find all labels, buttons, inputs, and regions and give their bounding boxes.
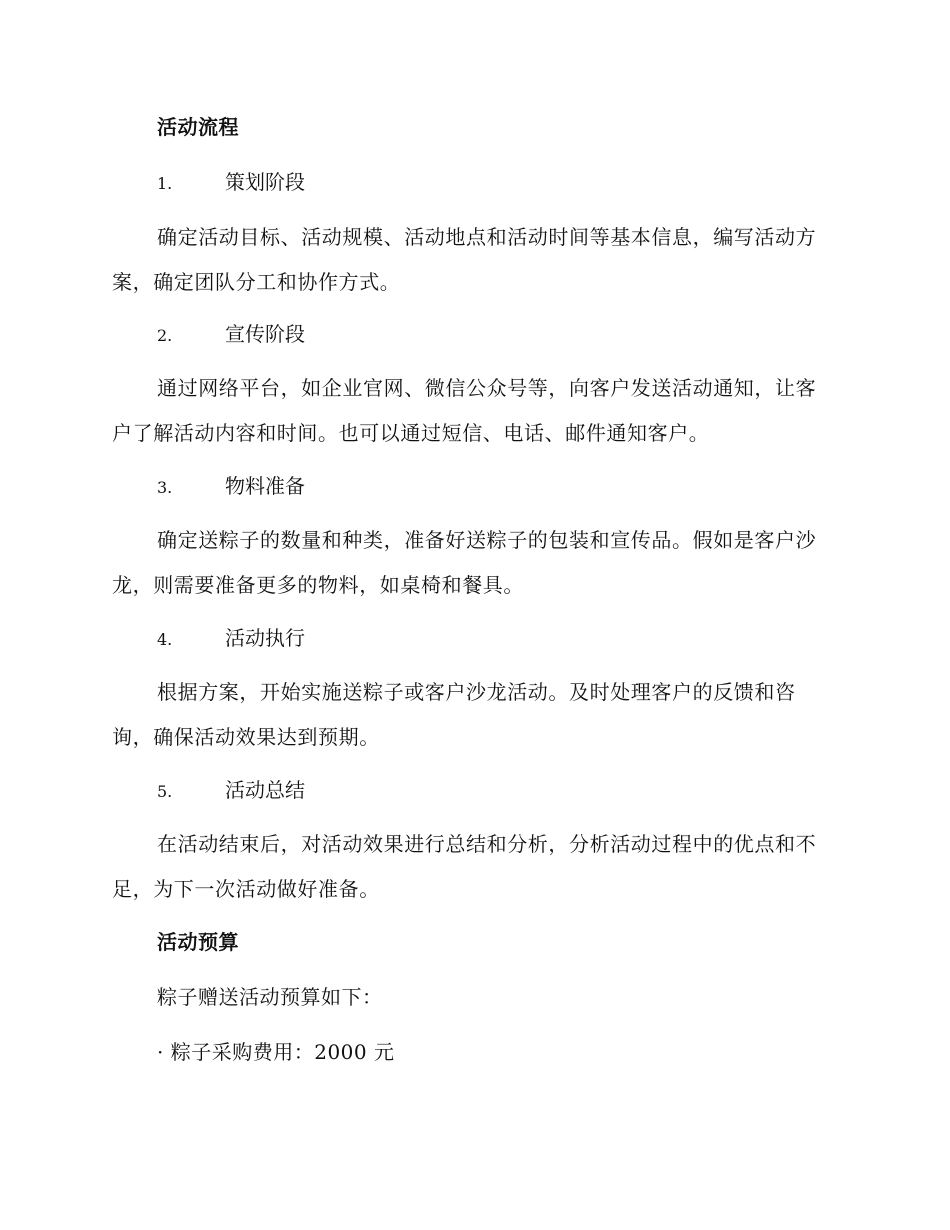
step-5-number: 5. [157,782,173,801]
step-2-title: 宣传阶段 [225,322,305,346]
budget-item: · 粽子采购费用：2000 元 [157,1040,395,1064]
step-1-heading [157,169,305,197]
step-1-description: 确定活动目标、活动规模、活动地点和活动时间等基本信息，编写活动方案，确定团队分工和协作方式。 [112,225,817,294]
step-5-description: 在活动结束后，对活动效果进行总结和分析，分析活动过程中的优点和不足，为下一次活动做好准备。 [112,832,817,901]
step-5-heading [157,777,305,805]
step-3-title: 物料准备 [225,474,305,498]
budget-intro: 粽子赠送活动预算如下： [157,985,383,1009]
step-4-description: 根据方案，开始实施送粽子或客户沙龙活动。及时处理客户的反馈和咨询，确保活动效果达到预期。 [112,680,796,749]
step-2-description: 通过网络平台，如企业官网、微信公众号等，向客户发送活动通知，让客户了解活动内容和时间。也可以通过短信、电话、邮件通知客户。 [112,376,817,445]
step-1-number: 1. [157,174,173,193]
step-3-description: 确定送粽子的数量和种类，准备好送粽子的包装和宣传品。假如是客户沙龙，则需要准备更多的物料，如桌椅和餐具。 [112,528,817,597]
step-3-heading [157,473,305,501]
step-1-title: 策划阶段 [225,170,305,194]
process-heading: 活动流程 [157,115,239,139]
step-2-heading [157,321,305,349]
step-4-heading [157,625,305,653]
step-4-title: 活动执行 [225,626,305,650]
step-3-number: 3. [157,478,173,497]
budget-heading: 活动预算 [157,930,239,954]
step-2-number: 2. [157,326,173,345]
step-4-number: 4. [157,630,173,649]
step-5-title: 活动总结 [225,778,305,802]
